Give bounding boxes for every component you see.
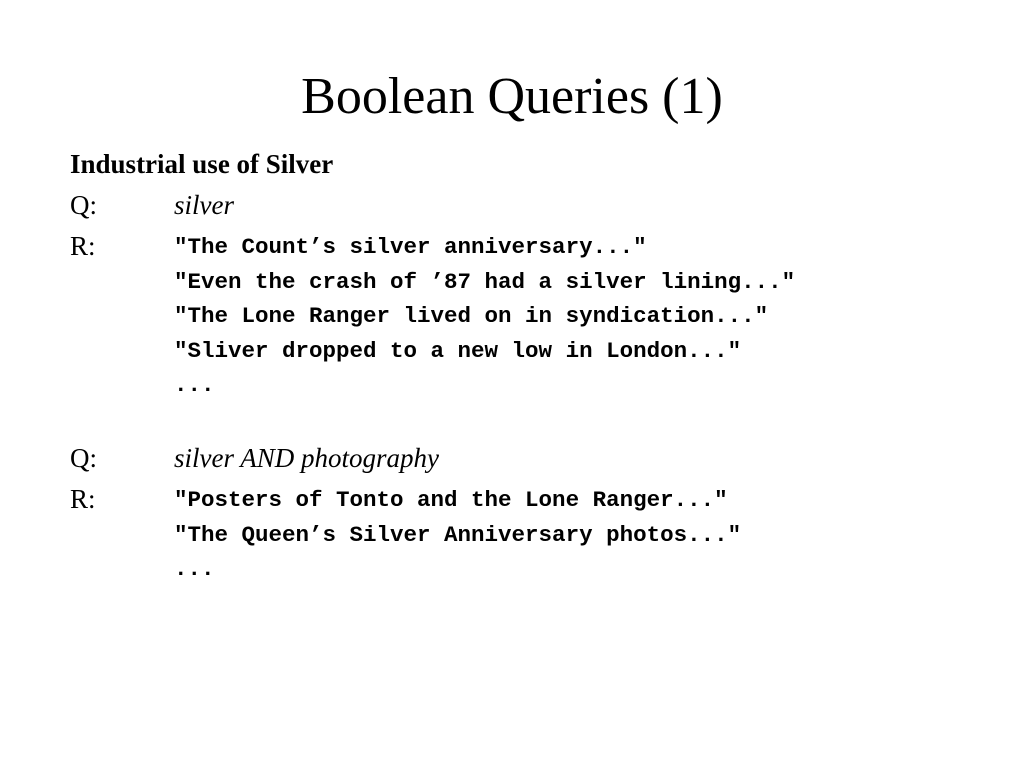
result-ellipsis: ... xyxy=(174,372,215,398)
result-label-1: R: xyxy=(70,231,96,261)
result-item: "The Count’s silver anniversary..." xyxy=(174,234,647,260)
slide-title: Boolean Queries (1) xyxy=(301,68,723,125)
result-item: "The Queen’s Silver Anniversary photos..." xyxy=(174,521,742,548)
result-ellipsis: ... xyxy=(174,556,215,582)
result-item: "The Lone Ranger lived on in syndication..." xyxy=(174,303,769,329)
query-text-2: silver AND photography xyxy=(174,443,439,473)
result-label-2: R: xyxy=(70,484,96,514)
result-list-2 xyxy=(174,483,741,587)
query-text-1: silver xyxy=(174,190,234,220)
result-item: "Posters of Tonto and the Lone Ranger..." xyxy=(174,487,728,513)
result-list-1 xyxy=(174,230,795,403)
slide-subtitle: Industrial use of Silver xyxy=(70,149,334,179)
query-label-2: Q: xyxy=(70,443,97,473)
result-item: "Even the crash of ’87 had a silver lining..." xyxy=(174,268,796,295)
query-label-1: Q: xyxy=(70,190,97,220)
result-item: "Sliver dropped to a new low in London..." xyxy=(174,337,742,364)
